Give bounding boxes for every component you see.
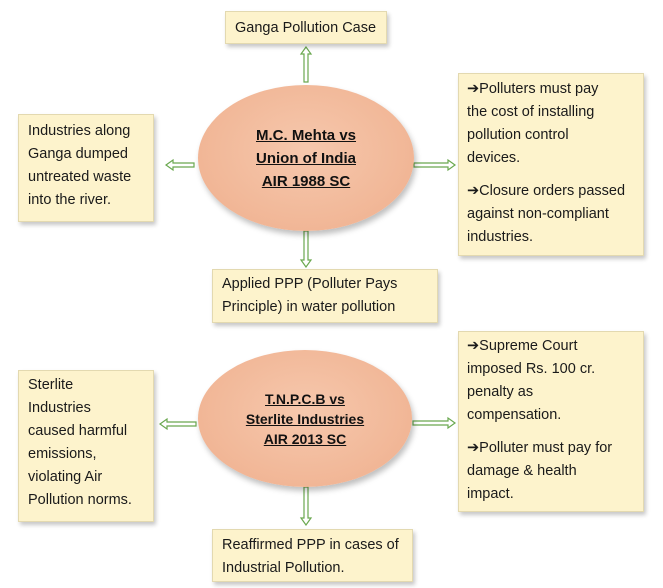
arrow-left-1 xyxy=(166,160,194,170)
case2-principle-box xyxy=(212,529,413,582)
case1-holdings-box xyxy=(458,73,644,256)
case1-title: Ganga Pollution Case xyxy=(235,20,377,36)
arrow-left-2 xyxy=(160,419,196,429)
holding-line: ➔Closure orders passed xyxy=(467,183,626,199)
holding-line: penalty as xyxy=(467,384,534,400)
holding-line: impact. xyxy=(467,486,514,502)
holding-line: the cost of installing xyxy=(467,104,595,120)
case2-holdings-box xyxy=(458,331,644,512)
holding-line: industries. xyxy=(467,229,534,245)
holding-line: against non-compliant xyxy=(467,206,609,222)
arrow-right-2 xyxy=(413,418,455,428)
arrow-right-1 xyxy=(414,160,455,170)
holding-line: ➔Polluter must pay for xyxy=(467,440,613,456)
case1-facts-box xyxy=(18,114,154,222)
arrow-down-1 xyxy=(301,231,311,267)
arrow-up-1 xyxy=(301,47,311,82)
principle-line: Applied PPP (Polluter Pays xyxy=(222,276,398,292)
principle-line: Reaffirmed PPP in cases of xyxy=(222,537,399,553)
case2-ellipse-line: Sterlite Industries xyxy=(245,410,365,427)
facts-line: untreated waste xyxy=(28,169,132,185)
facts-line: emissions, xyxy=(28,446,97,462)
case1-principle-box xyxy=(212,269,438,323)
facts-line: Sterlite xyxy=(28,377,74,393)
case1-ellipse-line: AIR 1988 SC xyxy=(261,172,351,190)
case1-ellipse-line: M.C. Mehta vs xyxy=(255,126,357,144)
case1-ellipse-line: Union of India xyxy=(256,149,356,167)
case1-ellipse xyxy=(198,85,414,231)
holding-line: pollution control xyxy=(467,127,569,143)
case2-ellipse xyxy=(198,350,412,487)
holding-line: compensation. xyxy=(467,407,562,423)
case1-title-box xyxy=(225,11,387,44)
holding-line: ➔Supreme Court xyxy=(467,338,578,354)
holding-line: damage & health xyxy=(467,463,577,479)
facts-line: caused harmful xyxy=(28,423,128,439)
facts-line: Pollution norms. xyxy=(28,492,132,508)
holding-line: devices. xyxy=(467,150,521,166)
principle-line: Industrial Pollution. xyxy=(222,560,345,576)
principle-line: Principle) in water pollution xyxy=(222,299,396,315)
facts-line: Industries xyxy=(28,400,91,416)
holding-line: ➔Polluters must pay xyxy=(467,81,599,97)
holding-line: imposed Rs. 100 cr. xyxy=(467,361,596,377)
facts-line: Ganga dumped xyxy=(28,146,128,162)
arrow-down-2 xyxy=(301,487,311,525)
facts-line: into the river. xyxy=(28,192,112,208)
facts-line: violating Air xyxy=(28,469,103,485)
case2-facts-box xyxy=(18,370,154,522)
case2-ellipse-line: AIR 2013 SC xyxy=(263,430,347,447)
case2-ellipse-line: T.N.P.C.B vs xyxy=(265,390,345,407)
facts-line: Industries along xyxy=(28,123,131,139)
